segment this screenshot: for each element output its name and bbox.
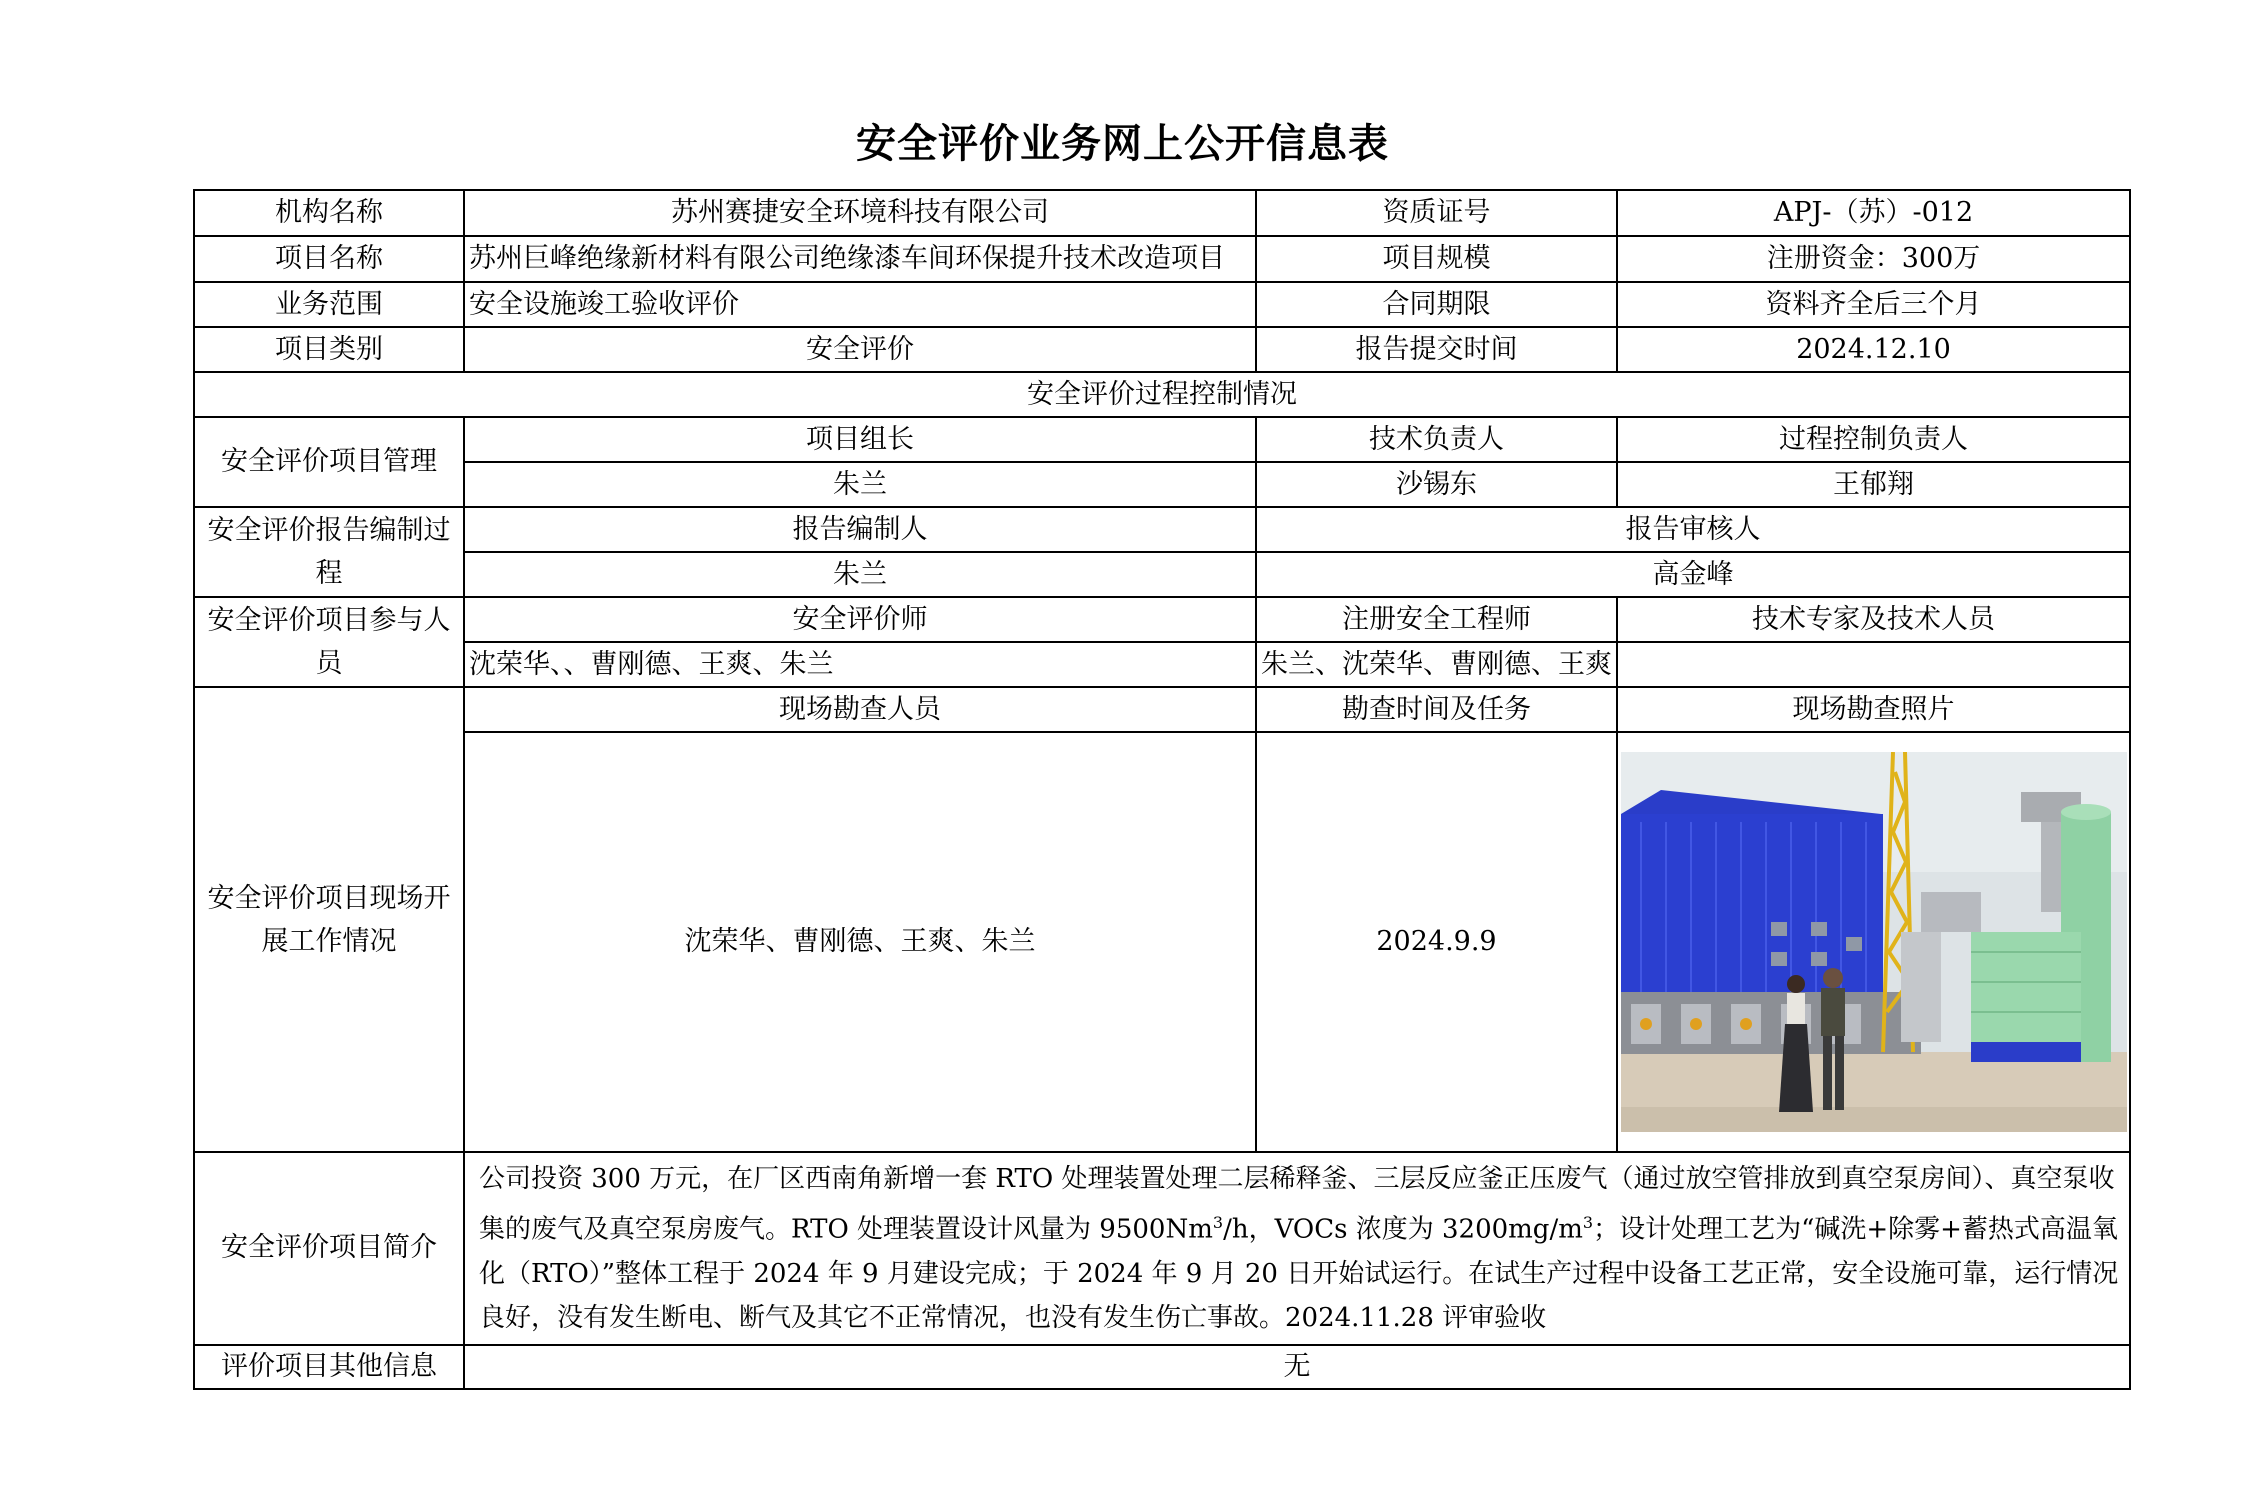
cert-value: APJ-（苏）-012 <box>1617 190 2130 236</box>
expert-label: 技术专家及技术人员 <box>1617 597 2130 642</box>
leader-label: 项目组长 <box>464 417 1256 462</box>
tech-lead-value: 沙锡东 <box>1256 462 1617 507</box>
category-value: 安全评价 <box>464 327 1256 372</box>
process-header: 安全评价过程控制情况 <box>194 372 2130 417</box>
engineer-label: 注册安全工程师 <box>1256 597 1617 642</box>
project-name-label: 项目名称 <box>194 236 464 282</box>
site-photo <box>1621 752 2127 1132</box>
inspector-label: 现场勘查人员 <box>464 687 1256 732</box>
management-label: 安全评价项目管理 <box>194 417 464 507</box>
table-row <box>194 327 2130 372</box>
cert-label: 资质证号 <box>1256 190 1617 236</box>
submit-value: 2024.12.10 <box>1617 327 2130 372</box>
report-reviewer-value: 高金峰 <box>1256 552 2130 597</box>
inspection-time-value: 2024.9.9 <box>1256 732 1617 1152</box>
summary-text <box>464 1152 2130 1345</box>
table-row <box>194 190 2130 236</box>
inspection-time-label: 勘查时间及任务 <box>1256 687 1617 732</box>
evaluator-label: 安全评价师 <box>464 597 1256 642</box>
summary-text-part2: /h，VOCs 浓度为 3200mg/m <box>1223 1214 1583 1245</box>
table-row <box>194 372 2130 417</box>
table-row <box>194 417 2130 462</box>
submit-label: 报告提交时间 <box>1256 327 1617 372</box>
contract-label: 合同期限 <box>1256 282 1617 327</box>
project-name-value: 苏州巨峰绝缘新材料有限公司绝缘漆车间环保提升技术改造项目 <box>464 236 1256 282</box>
table-row <box>194 552 2130 597</box>
inspector-value: 沈荣华、曹刚德、王爽、朱兰 <box>464 732 1256 1152</box>
engineer-value: 朱兰、沈荣华、曹刚德、王爽 <box>1256 642 1617 687</box>
table-row <box>194 236 2130 282</box>
photo-label: 现场勘查照片 <box>1617 687 2130 732</box>
scale-label: 项目规模 <box>1256 236 1617 282</box>
other-info-value: 无 <box>464 1345 2130 1389</box>
org-name-label: 机构名称 <box>194 190 464 236</box>
contract-value: 资料齐全后三个月 <box>1617 282 2130 327</box>
process-control-label: 过程控制负责人 <box>1617 417 2130 462</box>
table-row <box>194 507 2130 552</box>
report-process-label: 安全评价报告编制过程 <box>194 507 464 597</box>
summary-text-part1: 公司投资 300 万元，在厂区西南角新增一套 RTO 处理装置处理二层稀释釜、三层反应釜正压废气（通过放空管排放到真空泵房间）、真空泵收集的废气及真空泵房废气。RTO 处理装置设计风量为 9500Nm <box>479 1164 2115 1245</box>
summary-label: 安全评价项目简介 <box>194 1152 464 1345</box>
table-row <box>194 1345 2130 1389</box>
page-title: 安全评价业务网上公开信息表 <box>856 120 1389 167</box>
table-row <box>194 1152 2130 1345</box>
table-row <box>194 732 2130 1152</box>
table-row <box>194 282 2130 327</box>
evaluator-value: 沈荣华、、曹刚德、王爽、朱兰 <box>464 642 1256 687</box>
table-row <box>194 462 2130 507</box>
summary-sup2: 3 <box>1582 1213 1594 1232</box>
report-reviewer-label: 报告审核人 <box>1256 507 2130 552</box>
blue-building <box>1621 814 1883 994</box>
table-row <box>194 687 2130 732</box>
green-unit <box>1971 932 2081 1042</box>
participants-label: 安全评价项目参与人员 <box>194 597 464 687</box>
photo-cell <box>1617 732 2130 1152</box>
other-info-label: 评价项目其他信息 <box>194 1345 464 1389</box>
summary-text-part3: ；设计处理工艺为“碱洗+除雾+蓄热式高温氧化（RTO）”整体工程于 2024 年 9 月建设完成；于 2024 年 9 月 20 日开始试运行。在试生产过程中设备工艺正常，安全设施可靠，运行情况良好，没有发生断电、断气及其它不正常情况，也没有发生伤亡事故。2024.11.28 评审验收 <box>479 1214 2119 1333</box>
expert-value <box>1617 642 2130 687</box>
leader-value: 朱兰 <box>464 462 1256 507</box>
scale-value: 注册资金：300万 <box>1617 236 2130 282</box>
table-row <box>194 597 2130 642</box>
table-row <box>194 642 2130 687</box>
category-label: 项目类别 <box>194 327 464 372</box>
org-name-value: 苏州赛捷安全环境科技有限公司 <box>464 190 1256 236</box>
scope-value: 安全设施竣工验收评价 <box>464 282 1256 327</box>
scope-label: 业务范围 <box>194 282 464 327</box>
site-work-label: 安全评价项目现场开展工作情况 <box>194 687 464 1152</box>
info-table <box>193 189 2131 1390</box>
report-author-value: 朱兰 <box>464 552 1256 597</box>
process-control-value: 王郁翔 <box>1617 462 2130 507</box>
tech-lead-label: 技术负责人 <box>1256 417 1617 462</box>
summary-sup1: 3 <box>1212 1213 1224 1232</box>
report-author-label: 报告编制人 <box>464 507 1256 552</box>
